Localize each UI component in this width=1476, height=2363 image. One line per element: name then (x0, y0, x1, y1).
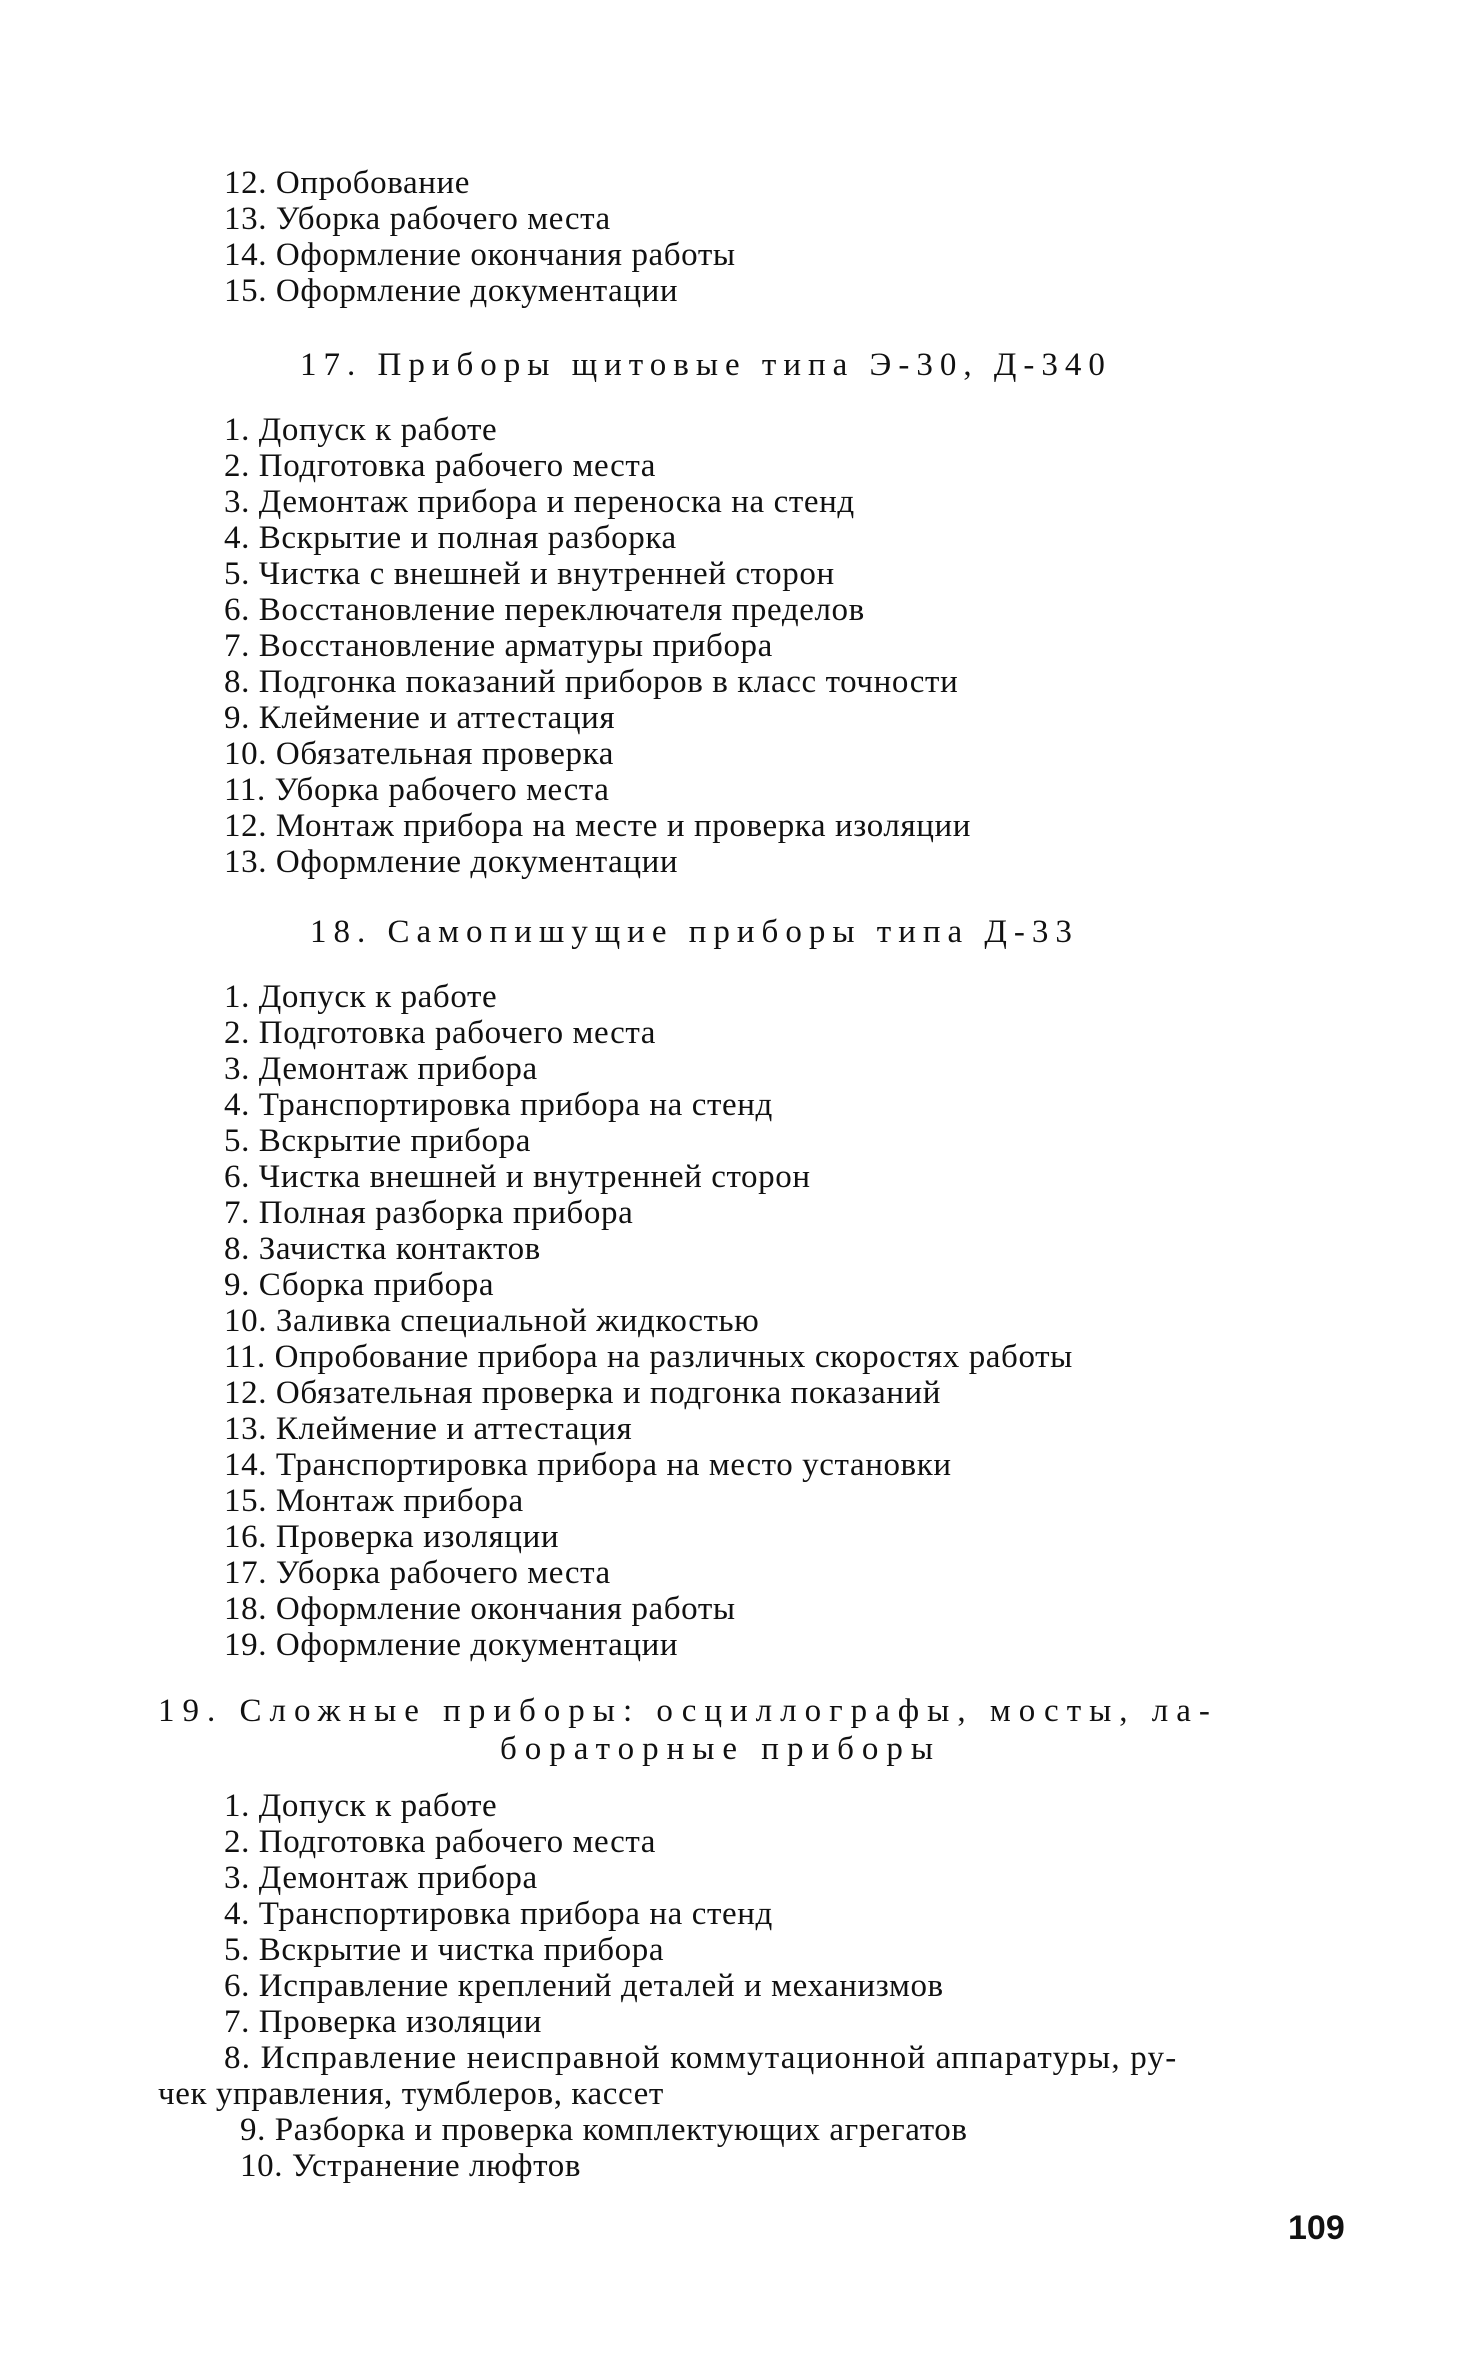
list-item: 6. Восстановление переключателя пределов (224, 592, 865, 628)
list-item: 13. Оформление документации (224, 844, 679, 880)
list-item: 7. Проверка изоляции (224, 2004, 542, 2040)
list-item: 5. Чистка с внешней и внутренней сторон (224, 556, 835, 592)
section-19-heading-line1: 19. Сложные приборы: осциллографы, мосты, ла- (158, 1693, 1218, 1729)
list-item: 14. Транспортировка прибора на место установки (224, 1447, 952, 1483)
list-item: 11. Уборка рабочего места (224, 772, 610, 808)
list-item: 13. Уборка рабочего места (224, 201, 611, 237)
list-item: 3. Демонтаж прибора (224, 1860, 538, 1896)
list-item: 15. Оформление документации (224, 273, 679, 309)
list-item: 18. Оформление окончания работы (224, 1591, 736, 1627)
list-item: 5. Вскрытие и чистка прибора (224, 1932, 665, 1968)
section-19-list (0, 1788, 1476, 2184)
list-item: 9. Разборка и проверка комплектующих агрегатов (240, 2112, 968, 2148)
list-item: 10. Устранение люфтов (240, 2148, 582, 2184)
list-item: 9. Клеймение и аттестация (224, 700, 616, 736)
list-item: 12. Опробование (224, 165, 471, 201)
list-item: 2. Подготовка рабочего места (224, 1824, 657, 1860)
list-item: 6. Чистка внешней и внутренней сторон (224, 1159, 811, 1195)
list-item: 7. Восстановление арматуры прибора (224, 628, 773, 664)
section-18-heading: 18. Самопишущие приборы типа Д-33 (310, 914, 1079, 950)
list-item: 16. Проверка изоляции (224, 1519, 560, 1555)
list-item: 8. Зачистка контактов (224, 1231, 541, 1267)
list-item: 1. Допуск к работе (224, 1788, 498, 1824)
list-item: 6. Исправление креплений деталей и механизмов (224, 1968, 944, 2004)
list-item: 14. Оформление окончания работы (224, 237, 736, 273)
list-item: 12. Обязательная проверка и подгонка показаний (224, 1375, 942, 1411)
list-item: 11. Опробование прибора на различных скоростях работы (224, 1339, 1073, 1375)
list-item: 10. Обязательная проверка (224, 736, 615, 772)
list-item: 1. Допуск к работе (224, 412, 498, 448)
list-item: 5. Вскрытие прибора (224, 1123, 531, 1159)
list-item: 7. Полная разборка прибора (224, 1195, 634, 1231)
list-item: 10. Заливка специальной жидкостью (224, 1303, 760, 1339)
section-17-list (0, 412, 1476, 880)
list-item: 8. Исправление неисправной коммутационной аппаратуры, ру- (224, 2040, 1178, 2076)
list-item: 2. Подготовка рабочего места (224, 448, 657, 484)
list-item: 2. Подготовка рабочего места (224, 1015, 657, 1051)
section-19-heading-line2: бораторные приборы (500, 1731, 942, 1767)
top-list (0, 165, 1476, 309)
list-item: 13. Клеймение и аттестация (224, 1411, 633, 1447)
list-item: 15. Монтаж прибора (224, 1483, 524, 1519)
list-item: 3. Демонтаж прибора (224, 1051, 538, 1087)
list-item: 4. Транспортировка прибора на стенд (224, 1896, 773, 1932)
list-item: 19. Оформление документации (224, 1627, 679, 1663)
list-item: 3. Демонтаж прибора и переноска на стенд (224, 484, 855, 520)
page-number: 109 (1288, 2209, 1345, 2247)
section-17-heading: 17. Приборы щитовые типа Э-30, Д-340 (300, 347, 1112, 383)
list-item: 4. Транспортировка прибора на стенд (224, 1087, 773, 1123)
section-18-list (0, 979, 1476, 1663)
list-item: 17. Уборка рабочего места (224, 1555, 611, 1591)
list-item: 12. Монтаж прибора на месте и проверка изоляции (224, 808, 972, 844)
list-item: 9. Сборка прибора (224, 1267, 495, 1303)
list-item: 1. Допуск к работе (224, 979, 498, 1015)
list-item-continuation: чек управления, тумблеров, кассет (158, 2076, 664, 2112)
list-item: 8. Подгонка показаний приборов в класс точности (224, 664, 959, 700)
list-item: 4. Вскрытие и полная разборка (224, 520, 677, 556)
